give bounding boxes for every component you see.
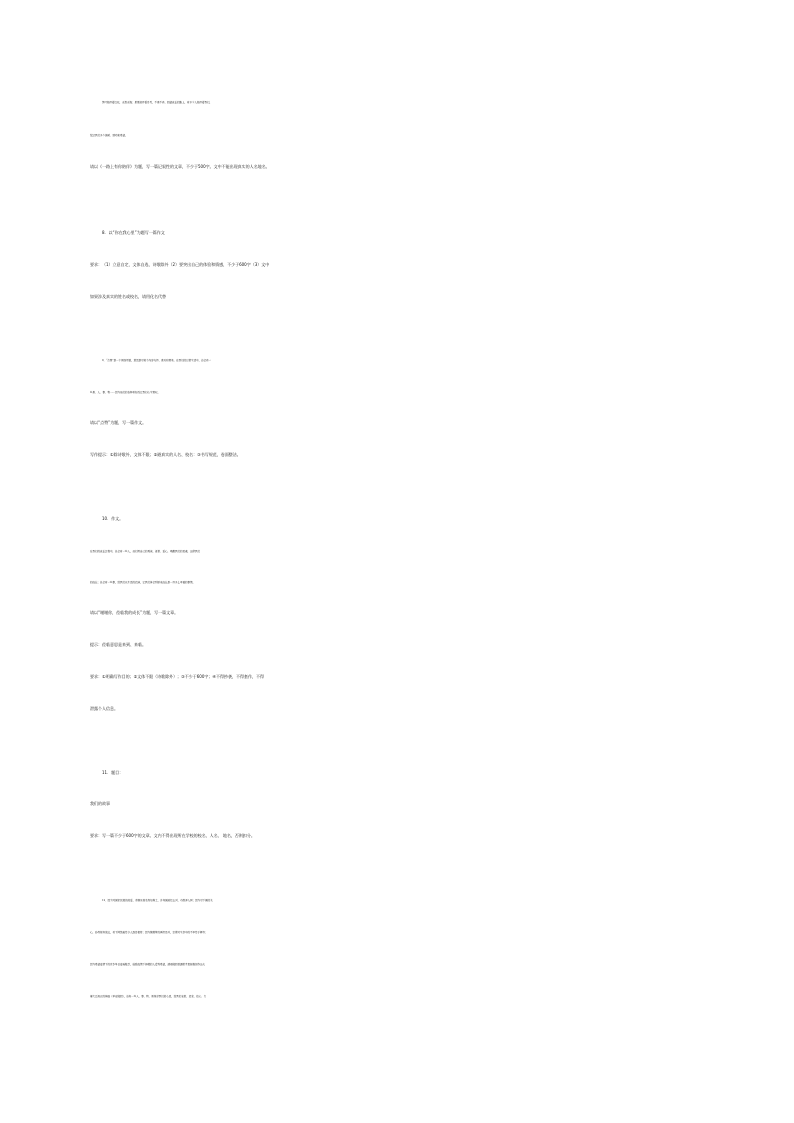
question-11-topic: 我们的故事 <box>90 801 110 806</box>
question-11-requirement: 要求：写一篇不少于600字的文章。文内不得出现所在学校的校名、人名、 地名，否则扣分。 <box>90 833 255 838</box>
question-12-material-2: 心，孙叔现身说法，吴下阿蒙最终令人刮目相待；因为紫藤萝的再度盛开，宗璞对生命中的不幸终于释怀； <box>90 931 208 934</box>
question-8-requirement-2: 如果涉及真实的姓名或校名，请用化名代替 <box>90 294 166 299</box>
question-9-material-1: 9．“点赞”是一个网络用语，意思是对某个内容支持、喜欢和赞美。在我们的日常生活中，总会有一 <box>102 359 212 362</box>
material-line-1: 绿叶陪伴着红花，无怨无悔；星星陪伴着月亮，不离不弃。回望成长的路上，有多少人陪伴着我们， <box>102 101 213 104</box>
question-10-requirement-2: 泄露个人信息。 <box>90 706 118 711</box>
question-10-prompt: 请以“谢谢你，莅临我的成长”为题，写一篇文章。 <box>90 610 179 615</box>
question-9-tips: 写作提示：①除诗歌外，文体不限；②避真实的人名、校名：③书写规范，卷面整洁。 <box>90 452 241 457</box>
question-10-title: 10．作文。 <box>102 516 124 521</box>
question-10-hint: 提示：莅临意思是来到、来临。 <box>90 642 146 647</box>
question-12-material-4: 爆大江南北的神曲《早安隆回》，总有一些人、事、物、景荡涤我们的心灵，给我们安慰、启发、信心、力 <box>90 995 207 998</box>
question-12-material-1: 12．因为对国家民族的热爱，邓稼先视名利如粪土，许身国威壮山河，功勋泽人间；因为对下属的关 <box>102 899 213 902</box>
material-line-2: 给过我们多少温暖、感动和希望。 <box>90 134 128 137</box>
question-10-material-2: 的成长；总会有一些事，给我们以生活的启迪，让我们体会到原来成长是一件多么幸福的事情。 <box>90 581 196 584</box>
prompt-line-1: 请以《一路上有你陪伴》为题，写一篇记叙性的文章，不少于500字。文中不能出现真实的人名地名。 <box>90 164 270 169</box>
question-8-requirement-1: 要求：（1）立意自定，文体自选，诗歌除外（2）要突出自己的体验和情感，不少于600字（3）文中 <box>90 262 270 267</box>
question-11-title: 11．题目： <box>102 770 124 775</box>
question-9-material-2: 些景、人、事、物……因为他们的各种美好而让我们心生赞叹。 <box>90 391 161 394</box>
question-10-material-1: 在我们的成长过程中，总会有一些人，他们用自己的真诚、善意、爱心，唤醒我们的灵魂，出席我们 <box>90 550 201 553</box>
question-9-prompt: 请以“点赞”为题，写一篇作文。 <box>90 420 147 425</box>
question-8-title: 8．以“你在我心里”为题写一篇作文 <box>102 230 165 235</box>
question-12-material-3: 因为希望疫情下的家乡早日疫霾散尽，鼓励疫情下抑郁的人看到希望，湖南隆回普通歌手袁树雄创作出火 <box>90 963 206 966</box>
question-10-requirement-1: 要求：①明确写作目的；②文体不限（诗歌除外）；③不少于600字；④不得抄袭，不得套作，不得 <box>90 674 264 679</box>
